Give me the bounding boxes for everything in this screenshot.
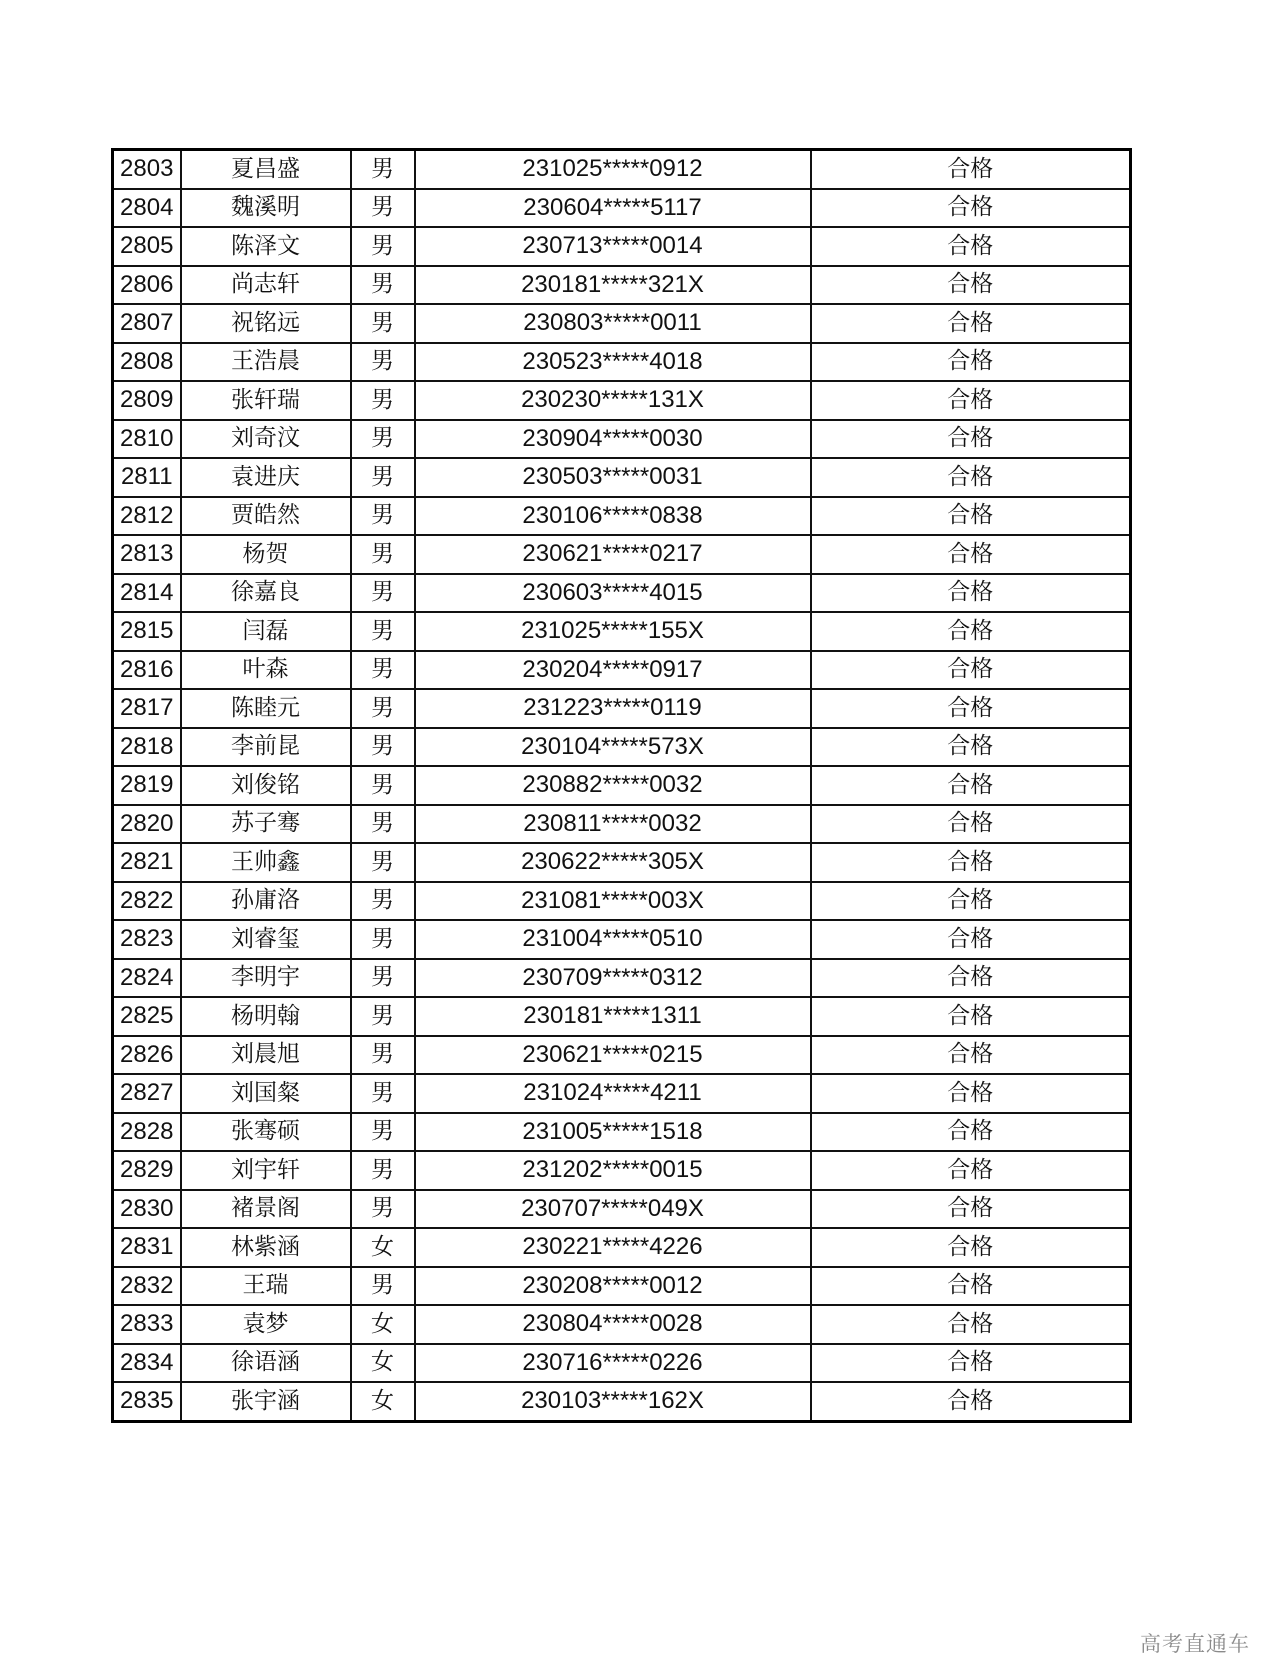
student-name-cell: 杨明翰	[181, 997, 351, 1036]
student-name-cell: 刘晨旭	[181, 1036, 351, 1075]
gender-cell: 男	[351, 1267, 415, 1306]
table-row	[113, 227, 1131, 266]
row-number-cell: 2807	[113, 304, 181, 343]
gender-cell: 男	[351, 574, 415, 613]
table-row	[113, 343, 1131, 382]
id-number-cell: 231024*****4211	[415, 1074, 811, 1113]
gender-cell: 男	[351, 497, 415, 536]
id-number-cell: 230103*****162X	[415, 1382, 811, 1421]
student-name-cell: 张骞硕	[181, 1113, 351, 1152]
result-status-cell: 合格	[811, 1151, 1131, 1190]
id-number-cell: 230803*****0011	[415, 304, 811, 343]
result-status-cell: 合格	[811, 1344, 1131, 1383]
table-row	[113, 458, 1131, 497]
id-number-cell: 230106*****0838	[415, 497, 811, 536]
student-name-cell: 孙庸洛	[181, 882, 351, 921]
table-row	[113, 997, 1131, 1036]
id-number-cell: 230804*****0028	[415, 1305, 811, 1344]
student-name-cell: 徐嘉良	[181, 574, 351, 613]
gender-cell: 男	[351, 1074, 415, 1113]
table-row	[113, 420, 1131, 459]
result-status-cell: 合格	[811, 1113, 1131, 1152]
table-row	[113, 1190, 1131, 1229]
id-number-cell: 231005*****1518	[415, 1113, 811, 1152]
id-number-cell: 230621*****0217	[415, 535, 811, 574]
id-number-cell: 230716*****0226	[415, 1344, 811, 1383]
id-number-cell: 230204*****0917	[415, 651, 811, 690]
student-name-cell: 刘国粲	[181, 1074, 351, 1113]
student-name-cell: 杨贺	[181, 535, 351, 574]
table-row	[113, 1151, 1131, 1190]
row-number-cell: 2825	[113, 997, 181, 1036]
row-number-cell: 2820	[113, 805, 181, 844]
row-number-cell: 2810	[113, 420, 181, 459]
student-name-cell: 袁梦	[181, 1305, 351, 1344]
result-status-cell: 合格	[811, 189, 1131, 228]
student-name-cell: 徐语涵	[181, 1344, 351, 1383]
result-status-cell: 合格	[811, 997, 1131, 1036]
result-status-cell: 合格	[811, 728, 1131, 767]
result-status-cell: 合格	[811, 304, 1131, 343]
row-number-cell: 2812	[113, 497, 181, 536]
table-row	[113, 150, 1131, 189]
table-row	[113, 728, 1131, 767]
id-number-cell: 231223*****0119	[415, 689, 811, 728]
id-number-cell: 231025*****155X	[415, 612, 811, 651]
student-name-cell: 尚志轩	[181, 266, 351, 305]
gender-cell: 男	[351, 805, 415, 844]
result-status-cell: 合格	[811, 1074, 1131, 1113]
row-number-cell: 2829	[113, 1151, 181, 1190]
result-status-cell: 合格	[811, 1267, 1131, 1306]
table-row	[113, 1228, 1131, 1267]
row-number-cell: 2823	[113, 920, 181, 959]
gender-cell: 男	[351, 728, 415, 767]
gender-cell: 男	[351, 535, 415, 574]
student-name-cell: 林紫涵	[181, 1228, 351, 1267]
row-number-cell: 2808	[113, 343, 181, 382]
student-name-cell: 刘宇轩	[181, 1151, 351, 1190]
result-status-cell: 合格	[811, 689, 1131, 728]
gender-cell: 男	[351, 189, 415, 228]
row-number-cell: 2824	[113, 959, 181, 998]
result-status-cell: 合格	[811, 1305, 1131, 1344]
student-name-cell: 张宇涵	[181, 1382, 351, 1421]
gender-cell: 男	[351, 1190, 415, 1229]
id-number-cell: 230622*****305X	[415, 843, 811, 882]
result-status-cell: 合格	[811, 227, 1131, 266]
row-number-cell: 2828	[113, 1113, 181, 1152]
student-name-cell: 王瑞	[181, 1267, 351, 1306]
table-row	[113, 689, 1131, 728]
student-name-cell: 祝铭远	[181, 304, 351, 343]
gender-cell: 男	[351, 920, 415, 959]
row-number-cell: 2815	[113, 612, 181, 651]
id-number-cell: 230604*****5117	[415, 189, 811, 228]
row-number-cell: 2826	[113, 1036, 181, 1075]
gender-cell: 男	[351, 689, 415, 728]
table-row	[113, 1036, 1131, 1075]
gender-cell: 男	[351, 381, 415, 420]
gender-cell: 男	[351, 420, 415, 459]
student-name-cell: 袁进庆	[181, 458, 351, 497]
student-name-cell: 贾皓然	[181, 497, 351, 536]
gender-cell: 男	[351, 304, 415, 343]
student-name-cell: 陈泽文	[181, 227, 351, 266]
table-row	[113, 1074, 1131, 1113]
result-status-cell: 合格	[811, 420, 1131, 459]
id-number-cell: 230713*****0014	[415, 227, 811, 266]
student-name-cell: 叶森	[181, 651, 351, 690]
id-number-cell: 230904*****0030	[415, 420, 811, 459]
id-number-cell: 230523*****4018	[415, 343, 811, 382]
student-name-cell: 魏溪明	[181, 189, 351, 228]
gender-cell: 男	[351, 959, 415, 998]
row-number-cell: 2804	[113, 189, 181, 228]
table-row	[113, 304, 1131, 343]
table-row	[113, 766, 1131, 805]
row-number-cell: 2833	[113, 1305, 181, 1344]
row-number-cell: 2817	[113, 689, 181, 728]
result-status-cell: 合格	[811, 458, 1131, 497]
result-status-cell: 合格	[811, 882, 1131, 921]
result-status-cell: 合格	[811, 535, 1131, 574]
id-number-cell: 231025*****0912	[415, 150, 811, 189]
id-number-cell: 230230*****131X	[415, 381, 811, 420]
table-row	[113, 959, 1131, 998]
result-status-cell: 合格	[811, 1036, 1131, 1075]
gender-cell: 男	[351, 150, 415, 189]
student-name-cell: 褚景阁	[181, 1190, 351, 1229]
row-number-cell: 2819	[113, 766, 181, 805]
table-row	[113, 535, 1131, 574]
result-status-cell: 合格	[811, 381, 1131, 420]
gender-cell: 男	[351, 458, 415, 497]
table-row	[113, 1305, 1131, 1344]
result-status-cell: 合格	[811, 150, 1131, 189]
table-row	[113, 843, 1131, 882]
gender-cell: 男	[351, 612, 415, 651]
table-row	[113, 882, 1131, 921]
student-name-cell: 苏子骞	[181, 805, 351, 844]
student-name-cell: 王浩晨	[181, 343, 351, 382]
result-status-cell: 合格	[811, 805, 1131, 844]
gender-cell: 男	[351, 766, 415, 805]
result-status-cell: 合格	[811, 1190, 1131, 1229]
result-status-cell: 合格	[811, 343, 1131, 382]
result-status-cell: 合格	[811, 574, 1131, 613]
gender-cell: 男	[351, 1036, 415, 1075]
gender-cell: 女	[351, 1382, 415, 1421]
id-number-cell: 230603*****4015	[415, 574, 811, 613]
table-row	[113, 574, 1131, 613]
id-number-cell: 230221*****4226	[415, 1228, 811, 1267]
row-number-cell: 2834	[113, 1344, 181, 1383]
row-number-cell: 2805	[113, 227, 181, 266]
table-row	[113, 612, 1131, 651]
id-number-cell: 230503*****0031	[415, 458, 811, 497]
result-status-cell: 合格	[811, 959, 1131, 998]
result-status-cell: 合格	[811, 612, 1131, 651]
id-number-cell: 230882*****0032	[415, 766, 811, 805]
result-status-cell: 合格	[811, 920, 1131, 959]
result-status-cell: 合格	[811, 651, 1131, 690]
result-status-cell: 合格	[811, 497, 1131, 536]
row-number-cell: 2822	[113, 882, 181, 921]
id-number-cell: 230181*****321X	[415, 266, 811, 305]
id-number-cell: 230621*****0215	[415, 1036, 811, 1075]
id-number-cell: 230707*****049X	[415, 1190, 811, 1229]
gender-cell: 男	[351, 227, 415, 266]
student-name-cell: 张轩瑞	[181, 381, 351, 420]
gender-cell: 女	[351, 1228, 415, 1267]
table-row	[113, 381, 1131, 420]
gender-cell: 男	[351, 343, 415, 382]
table-row	[113, 266, 1131, 305]
roster-body	[113, 150, 1131, 1422]
id-number-cell: 230811*****0032	[415, 805, 811, 844]
gender-cell: 男	[351, 882, 415, 921]
row-number-cell: 2811	[113, 458, 181, 497]
row-number-cell: 2816	[113, 651, 181, 690]
result-status-cell: 合格	[811, 1382, 1131, 1421]
row-number-cell: 2821	[113, 843, 181, 882]
row-number-cell: 2814	[113, 574, 181, 613]
id-number-cell: 230709*****0312	[415, 959, 811, 998]
gender-cell: 男	[351, 1151, 415, 1190]
row-number-cell: 2831	[113, 1228, 181, 1267]
id-number-cell: 231202*****0015	[415, 1151, 811, 1190]
id-number-cell: 231004*****0510	[415, 920, 811, 959]
table-row	[113, 1267, 1131, 1306]
table-row	[113, 805, 1131, 844]
gender-cell: 女	[351, 1344, 415, 1383]
watermark-text: 高考直通车	[1140, 1632, 1250, 1656]
row-number-cell: 2809	[113, 381, 181, 420]
id-number-cell: 231081*****003X	[415, 882, 811, 921]
gender-cell: 女	[351, 1305, 415, 1344]
id-number-cell: 230104*****573X	[415, 728, 811, 767]
gender-cell: 男	[351, 651, 415, 690]
result-status-cell: 合格	[811, 766, 1131, 805]
row-number-cell: 2827	[113, 1074, 181, 1113]
result-status-cell: 合格	[811, 266, 1131, 305]
gender-cell: 男	[351, 843, 415, 882]
table-row	[113, 651, 1131, 690]
gender-cell: 男	[351, 1113, 415, 1152]
table-row	[113, 1382, 1131, 1421]
student-name-cell: 李明宇	[181, 959, 351, 998]
roster-table	[111, 148, 1132, 1423]
student-name-cell: 闫磊	[181, 612, 351, 651]
student-name-cell: 陈睦元	[181, 689, 351, 728]
table-row	[113, 497, 1131, 536]
gender-cell: 男	[351, 997, 415, 1036]
result-status-cell: 合格	[811, 843, 1131, 882]
row-number-cell: 2830	[113, 1190, 181, 1229]
student-name-cell: 夏昌盛	[181, 150, 351, 189]
id-number-cell: 230208*****0012	[415, 1267, 811, 1306]
row-number-cell: 2818	[113, 728, 181, 767]
table-row	[113, 1344, 1131, 1383]
student-name-cell: 刘睿玺	[181, 920, 351, 959]
gender-cell: 男	[351, 266, 415, 305]
row-number-cell: 2832	[113, 1267, 181, 1306]
student-name-cell: 李前昆	[181, 728, 351, 767]
table-row	[113, 189, 1131, 228]
row-number-cell: 2806	[113, 266, 181, 305]
table-row	[113, 1113, 1131, 1152]
row-number-cell: 2835	[113, 1382, 181, 1421]
row-number-cell: 2813	[113, 535, 181, 574]
student-name-cell: 刘俊铭	[181, 766, 351, 805]
student-name-cell: 刘奇汶	[181, 420, 351, 459]
table-row	[113, 920, 1131, 959]
result-status-cell: 合格	[811, 1228, 1131, 1267]
student-name-cell: 王帅鑫	[181, 843, 351, 882]
id-number-cell: 230181*****1311	[415, 997, 811, 1036]
row-number-cell: 2803	[113, 150, 181, 189]
